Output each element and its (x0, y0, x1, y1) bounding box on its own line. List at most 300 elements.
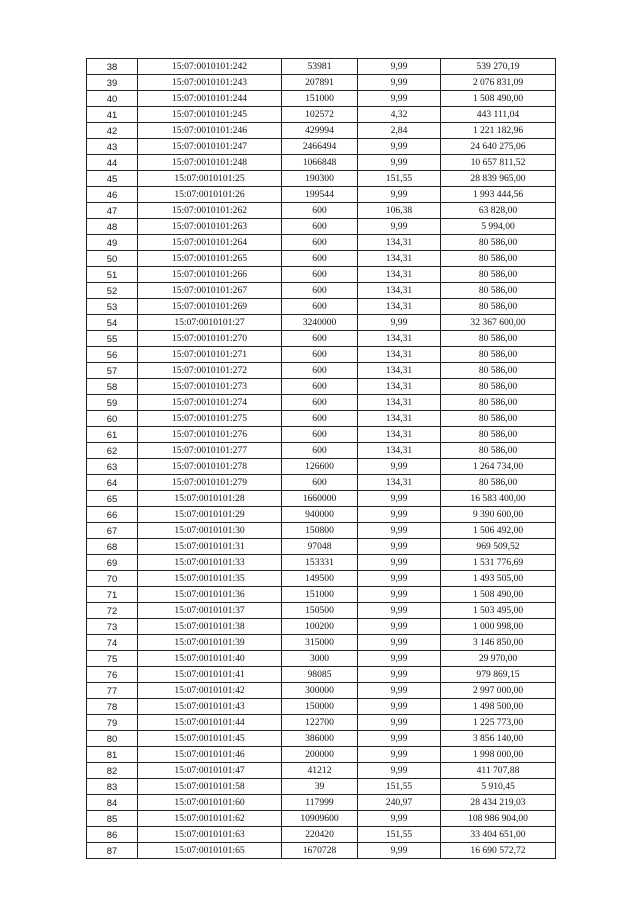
value-cell: 10 657 811,52 (441, 155, 556, 171)
value-cell: 1 225 773,00 (441, 715, 556, 731)
value-cell: 28 839 965,00 (441, 171, 556, 187)
table-row (87, 123, 556, 139)
row-number-cell: 81 (87, 747, 138, 763)
value-cell: 80 586,00 (441, 267, 556, 283)
table-row (87, 795, 556, 811)
row-number-cell: 84 (87, 795, 138, 811)
area-cell: 150800 (282, 523, 358, 539)
value-cell: 80 586,00 (441, 347, 556, 363)
row-number-cell: 62 (87, 443, 138, 459)
table-row (87, 523, 556, 539)
table-row (87, 315, 556, 331)
rate-cell: 9,99 (358, 219, 441, 235)
value-cell: 1 506 492,00 (441, 523, 556, 539)
area-cell: 3240000 (282, 315, 358, 331)
area-cell: 600 (282, 331, 358, 347)
table-row (87, 299, 556, 315)
rate-cell: 240,97 (358, 795, 441, 811)
value-cell: 2 997 000,00 (441, 683, 556, 699)
area-cell: 600 (282, 251, 358, 267)
area-cell: 600 (282, 379, 358, 395)
table-row (87, 363, 556, 379)
table-row (87, 443, 556, 459)
cadastral-number-cell: 15:07:0010101:44 (138, 715, 282, 731)
row-number-cell: 78 (87, 699, 138, 715)
area-cell: 53981 (282, 59, 358, 75)
rate-cell: 134,31 (358, 235, 441, 251)
row-number-cell: 60 (87, 411, 138, 427)
area-cell: 102572 (282, 107, 358, 123)
row-number-cell: 82 (87, 763, 138, 779)
rate-cell: 134,31 (358, 347, 441, 363)
value-cell: 80 586,00 (441, 395, 556, 411)
rate-cell: 9,99 (358, 491, 441, 507)
cadastral-number-cell: 15:07:0010101:31 (138, 539, 282, 555)
rate-cell: 9,99 (358, 603, 441, 619)
value-cell: 80 586,00 (441, 411, 556, 427)
table-row (87, 75, 556, 91)
area-cell: 386000 (282, 731, 358, 747)
area-cell: 200000 (282, 747, 358, 763)
value-cell: 80 586,00 (441, 363, 556, 379)
value-cell: 1 000 998,00 (441, 619, 556, 635)
row-number-cell: 74 (87, 635, 138, 651)
row-number-cell: 86 (87, 827, 138, 843)
cadastral-number-cell: 15:07:0010101:262 (138, 203, 282, 219)
row-number-cell: 38 (87, 59, 138, 75)
table-row (87, 539, 556, 555)
cadastral-number-cell: 15:07:0010101:40 (138, 651, 282, 667)
table-row (87, 187, 556, 203)
table-row (87, 699, 556, 715)
value-cell: 80 586,00 (441, 283, 556, 299)
area-cell: 600 (282, 475, 358, 491)
row-number-cell: 75 (87, 651, 138, 667)
cadastral-number-cell: 15:07:0010101:28 (138, 491, 282, 507)
cadastral-number-cell: 15:07:0010101:246 (138, 123, 282, 139)
rate-cell: 134,31 (358, 331, 441, 347)
row-number-cell: 80 (87, 731, 138, 747)
cadastral-number-cell: 15:07:0010101:47 (138, 763, 282, 779)
row-number-cell: 64 (87, 475, 138, 491)
row-number-cell: 53 (87, 299, 138, 315)
cadastral-number-cell: 15:07:0010101:45 (138, 731, 282, 747)
cadastral-number-cell: 15:07:0010101:43 (138, 699, 282, 715)
value-cell: 80 586,00 (441, 235, 556, 251)
row-number-cell: 73 (87, 619, 138, 635)
row-number-cell: 44 (87, 155, 138, 171)
rate-cell: 9,99 (358, 571, 441, 587)
cadastral-number-cell: 15:07:0010101:263 (138, 219, 282, 235)
rate-cell: 9,99 (358, 59, 441, 75)
area-cell: 150500 (282, 603, 358, 619)
rate-cell: 134,31 (358, 475, 441, 491)
table-row (87, 587, 556, 603)
table-row (87, 571, 556, 587)
area-cell: 600 (282, 203, 358, 219)
area-cell: 190300 (282, 171, 358, 187)
value-cell: 1 508 490,00 (441, 91, 556, 107)
rate-cell: 151,55 (358, 779, 441, 795)
value-cell: 63 828,00 (441, 203, 556, 219)
value-cell: 1 993 444,56 (441, 187, 556, 203)
cadastral-number-cell: 15:07:0010101:243 (138, 75, 282, 91)
rate-cell: 9,99 (358, 155, 441, 171)
area-cell: 600 (282, 443, 358, 459)
cadastral-number-cell: 15:07:0010101:36 (138, 587, 282, 603)
cadastral-number-cell: 15:07:0010101:274 (138, 395, 282, 411)
table-row (87, 267, 556, 283)
value-cell: 33 404 651,00 (441, 827, 556, 843)
rate-cell: 9,99 (358, 667, 441, 683)
cadastral-number-cell: 15:07:0010101:279 (138, 475, 282, 491)
cadastral-number-cell: 15:07:0010101:245 (138, 107, 282, 123)
table-row (87, 635, 556, 651)
table-row (87, 715, 556, 731)
rate-cell: 106,38 (358, 203, 441, 219)
row-number-cell: 63 (87, 459, 138, 475)
rate-cell: 151,55 (358, 171, 441, 187)
table-row (87, 651, 556, 667)
row-number-cell: 85 (87, 811, 138, 827)
table-row (87, 459, 556, 475)
cadastral-value-table (86, 58, 556, 859)
area-cell: 1670728 (282, 843, 358, 859)
row-number-cell: 71 (87, 587, 138, 603)
area-cell: 199544 (282, 187, 358, 203)
area-cell: 151000 (282, 91, 358, 107)
table-row (87, 683, 556, 699)
row-number-cell: 39 (87, 75, 138, 91)
table-row (87, 59, 556, 75)
row-number-cell: 59 (87, 395, 138, 411)
area-cell: 600 (282, 267, 358, 283)
row-number-cell: 61 (87, 427, 138, 443)
table-row (87, 507, 556, 523)
rate-cell: 134,31 (358, 283, 441, 299)
rate-cell: 134,31 (358, 411, 441, 427)
table-row (87, 843, 556, 859)
row-number-cell: 69 (87, 555, 138, 571)
cadastral-number-cell: 15:07:0010101:41 (138, 667, 282, 683)
table-row (87, 747, 556, 763)
row-number-cell: 54 (87, 315, 138, 331)
row-number-cell: 83 (87, 779, 138, 795)
cadastral-number-cell: 15:07:0010101:37 (138, 603, 282, 619)
table-row (87, 235, 556, 251)
area-cell: 97048 (282, 539, 358, 555)
value-cell: 80 586,00 (441, 379, 556, 395)
value-cell: 28 434 219,03 (441, 795, 556, 811)
row-number-cell: 72 (87, 603, 138, 619)
value-cell: 1 221 182,96 (441, 123, 556, 139)
row-number-cell: 40 (87, 91, 138, 107)
table-row (87, 331, 556, 347)
area-cell: 151000 (282, 587, 358, 603)
table-row (87, 779, 556, 795)
area-cell: 126600 (282, 459, 358, 475)
value-cell: 1 493 505,00 (441, 571, 556, 587)
cadastral-number-cell: 15:07:0010101:65 (138, 843, 282, 859)
table-row (87, 763, 556, 779)
value-cell: 80 586,00 (441, 299, 556, 315)
rate-cell: 9,99 (358, 811, 441, 827)
area-cell: 10909600 (282, 811, 358, 827)
value-cell: 443 111,04 (441, 107, 556, 123)
rate-cell: 134,31 (358, 395, 441, 411)
rate-cell: 9,99 (358, 747, 441, 763)
value-cell: 29 970,00 (441, 651, 556, 667)
rate-cell: 134,31 (358, 267, 441, 283)
rate-cell: 151,55 (358, 827, 441, 843)
rate-cell: 9,99 (358, 715, 441, 731)
table-row (87, 619, 556, 635)
area-cell: 940000 (282, 507, 358, 523)
value-cell: 16 690 572,72 (441, 843, 556, 859)
cadastral-number-cell: 15:07:0010101:275 (138, 411, 282, 427)
area-cell: 315000 (282, 635, 358, 651)
area-cell: 600 (282, 283, 358, 299)
table-row (87, 251, 556, 267)
value-cell: 411 707,88 (441, 763, 556, 779)
value-cell: 80 586,00 (441, 475, 556, 491)
row-number-cell: 52 (87, 283, 138, 299)
cadastral-number-cell: 15:07:0010101:26 (138, 187, 282, 203)
table-row (87, 379, 556, 395)
area-cell: 220420 (282, 827, 358, 843)
rate-cell: 9,99 (358, 651, 441, 667)
cadastral-number-cell: 15:07:0010101:276 (138, 427, 282, 443)
cadastral-number-cell: 15:07:0010101:25 (138, 171, 282, 187)
table-body (87, 59, 556, 859)
value-cell: 80 586,00 (441, 443, 556, 459)
cadastral-number-cell: 15:07:0010101:29 (138, 507, 282, 523)
value-cell: 1 503 495,00 (441, 603, 556, 619)
value-cell: 80 586,00 (441, 427, 556, 443)
rate-cell: 9,99 (358, 555, 441, 571)
value-cell: 80 586,00 (441, 251, 556, 267)
area-cell: 3000 (282, 651, 358, 667)
area-cell: 117999 (282, 795, 358, 811)
rate-cell: 4,32 (358, 107, 441, 123)
area-cell: 600 (282, 347, 358, 363)
rate-cell: 134,31 (358, 427, 441, 443)
table-row (87, 155, 556, 171)
cadastral-number-cell: 15:07:0010101:270 (138, 331, 282, 347)
row-number-cell: 70 (87, 571, 138, 587)
cadastral-number-cell: 15:07:0010101:264 (138, 235, 282, 251)
cadastral-number-cell: 15:07:0010101:33 (138, 555, 282, 571)
rate-cell: 134,31 (358, 251, 441, 267)
cadastral-number-cell: 15:07:0010101:248 (138, 155, 282, 171)
cadastral-number-cell: 15:07:0010101:62 (138, 811, 282, 827)
table-row (87, 203, 556, 219)
row-number-cell: 67 (87, 523, 138, 539)
value-cell: 24 640 275,06 (441, 139, 556, 155)
value-cell: 32 367 600,00 (441, 315, 556, 331)
cadastral-number-cell: 15:07:0010101:272 (138, 363, 282, 379)
row-number-cell: 48 (87, 219, 138, 235)
cadastral-number-cell: 15:07:0010101:60 (138, 795, 282, 811)
value-cell: 5 994,00 (441, 219, 556, 235)
cadastral-number-cell: 15:07:0010101:58 (138, 779, 282, 795)
table-row (87, 107, 556, 123)
rate-cell: 134,31 (358, 363, 441, 379)
rate-cell: 9,99 (358, 539, 441, 555)
area-cell: 153331 (282, 555, 358, 571)
table-row (87, 171, 556, 187)
table-row (87, 475, 556, 491)
cadastral-number-cell: 15:07:0010101:244 (138, 91, 282, 107)
rate-cell: 9,99 (358, 843, 441, 859)
row-number-cell: 43 (87, 139, 138, 155)
row-number-cell: 41 (87, 107, 138, 123)
table-row (87, 555, 556, 571)
area-cell: 1660000 (282, 491, 358, 507)
area-cell: 600 (282, 395, 358, 411)
table-row (87, 731, 556, 747)
table-row (87, 283, 556, 299)
area-cell: 600 (282, 235, 358, 251)
table-row (87, 427, 556, 443)
cadastral-number-cell: 15:07:0010101:271 (138, 347, 282, 363)
area-cell: 300000 (282, 683, 358, 699)
table-row (87, 827, 556, 843)
area-cell: 39 (282, 779, 358, 795)
rate-cell: 9,99 (358, 91, 441, 107)
row-number-cell: 65 (87, 491, 138, 507)
value-cell: 1 998 000,00 (441, 747, 556, 763)
area-cell: 1066848 (282, 155, 358, 171)
row-number-cell: 50 (87, 251, 138, 267)
rate-cell: 2,84 (358, 123, 441, 139)
rate-cell: 9,99 (358, 763, 441, 779)
rate-cell: 9,99 (358, 75, 441, 91)
rate-cell: 9,99 (358, 635, 441, 651)
value-cell: 5 910,45 (441, 779, 556, 795)
area-cell: 149500 (282, 571, 358, 587)
value-cell: 1 531 776,69 (441, 555, 556, 571)
value-cell: 969 509,52 (441, 539, 556, 555)
table-row (87, 91, 556, 107)
rate-cell: 9,99 (358, 315, 441, 331)
rate-cell: 134,31 (358, 299, 441, 315)
row-number-cell: 87 (87, 843, 138, 859)
cadastral-number-cell: 15:07:0010101:269 (138, 299, 282, 315)
cadastral-number-cell: 15:07:0010101:27 (138, 315, 282, 331)
rate-cell: 134,31 (358, 379, 441, 395)
row-number-cell: 79 (87, 715, 138, 731)
value-cell: 3 856 140,00 (441, 731, 556, 747)
table-row (87, 347, 556, 363)
rate-cell: 9,99 (358, 139, 441, 155)
rate-cell: 9,99 (358, 587, 441, 603)
table-row (87, 411, 556, 427)
row-number-cell: 47 (87, 203, 138, 219)
row-number-cell: 49 (87, 235, 138, 251)
area-cell: 600 (282, 299, 358, 315)
row-number-cell: 55 (87, 331, 138, 347)
area-cell: 600 (282, 411, 358, 427)
area-cell: 2466494 (282, 139, 358, 155)
row-number-cell: 76 (87, 667, 138, 683)
row-number-cell: 68 (87, 539, 138, 555)
cadastral-number-cell: 15:07:0010101:273 (138, 379, 282, 395)
cadastral-number-cell: 15:07:0010101:242 (138, 59, 282, 75)
rate-cell: 9,99 (358, 699, 441, 715)
area-cell: 600 (282, 427, 358, 443)
row-number-cell: 51 (87, 267, 138, 283)
row-number-cell: 42 (87, 123, 138, 139)
row-number-cell: 56 (87, 347, 138, 363)
cadastral-number-cell: 15:07:0010101:42 (138, 683, 282, 699)
table-row (87, 395, 556, 411)
table-row (87, 139, 556, 155)
row-number-cell: 77 (87, 683, 138, 699)
value-cell: 80 586,00 (441, 331, 556, 347)
value-cell: 108 986 904,00 (441, 811, 556, 827)
area-cell: 41212 (282, 763, 358, 779)
area-cell: 100200 (282, 619, 358, 635)
table-row (87, 811, 556, 827)
value-cell: 1 508 490,00 (441, 587, 556, 603)
area-cell: 122700 (282, 715, 358, 731)
cadastral-number-cell: 15:07:0010101:30 (138, 523, 282, 539)
row-number-cell: 58 (87, 379, 138, 395)
row-number-cell: 46 (87, 187, 138, 203)
rate-cell: 9,99 (358, 459, 441, 475)
area-cell: 429994 (282, 123, 358, 139)
cadastral-number-cell: 15:07:0010101:265 (138, 251, 282, 267)
value-cell: 539 270,19 (441, 59, 556, 75)
area-cell: 207891 (282, 75, 358, 91)
row-number-cell: 66 (87, 507, 138, 523)
table-row (87, 603, 556, 619)
table-row (87, 491, 556, 507)
cadastral-number-cell: 15:07:0010101:267 (138, 283, 282, 299)
area-cell: 98085 (282, 667, 358, 683)
value-cell: 2 076 831,09 (441, 75, 556, 91)
value-cell: 16 583 400,00 (441, 491, 556, 507)
cadastral-number-cell: 15:07:0010101:46 (138, 747, 282, 763)
cadastral-number-cell: 15:07:0010101:39 (138, 635, 282, 651)
rate-cell: 9,99 (358, 683, 441, 699)
cadastral-number-cell: 15:07:0010101:63 (138, 827, 282, 843)
table-row (87, 219, 556, 235)
cadastral-number-cell: 15:07:0010101:247 (138, 139, 282, 155)
cadastral-number-cell: 15:07:0010101:35 (138, 571, 282, 587)
rate-cell: 9,99 (358, 187, 441, 203)
area-cell: 150000 (282, 699, 358, 715)
cadastral-number-cell: 15:07:0010101:278 (138, 459, 282, 475)
area-cell: 600 (282, 363, 358, 379)
cadastral-number-cell: 15:07:0010101:266 (138, 267, 282, 283)
cadastral-number-cell: 15:07:0010101:38 (138, 619, 282, 635)
value-cell: 3 146 850,00 (441, 635, 556, 651)
rate-cell: 9,99 (358, 523, 441, 539)
row-number-cell: 45 (87, 171, 138, 187)
value-cell: 979 869,15 (441, 667, 556, 683)
rate-cell: 9,99 (358, 731, 441, 747)
rate-cell: 9,99 (358, 507, 441, 523)
value-cell: 9 390 600,00 (441, 507, 556, 523)
rate-cell: 134,31 (358, 443, 441, 459)
value-cell: 1 498 500,00 (441, 699, 556, 715)
cadastral-number-cell: 15:07:0010101:277 (138, 443, 282, 459)
table-row (87, 667, 556, 683)
area-cell: 600 (282, 219, 358, 235)
row-number-cell: 57 (87, 363, 138, 379)
